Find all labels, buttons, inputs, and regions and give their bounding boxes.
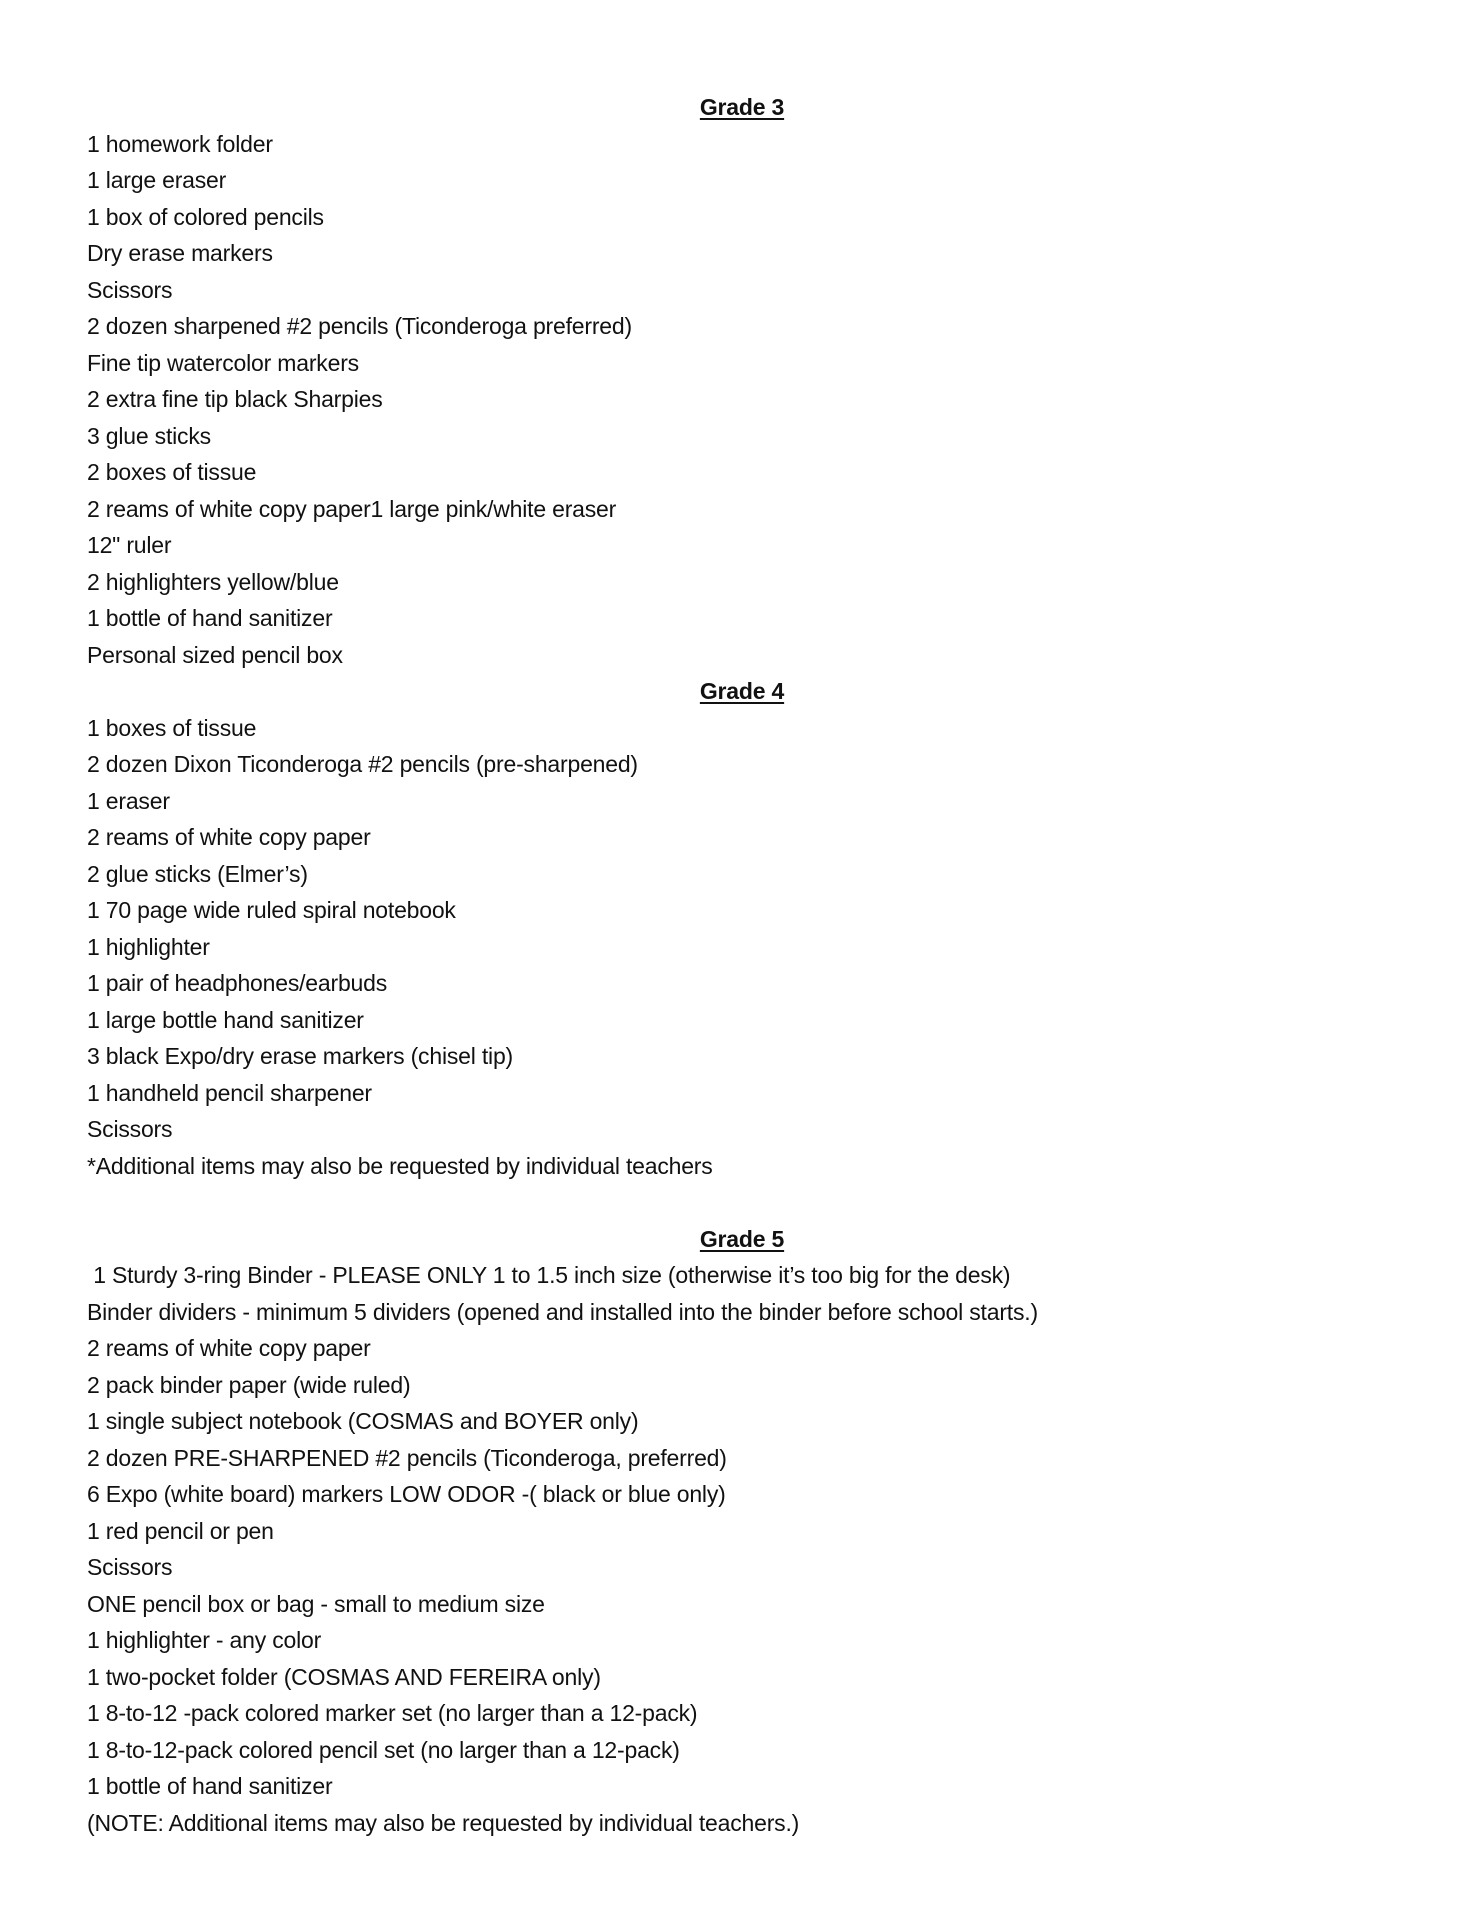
list-item: 2 glue sticks (Elmer’s) — [87, 860, 308, 887]
section-heading: Grade 3 — [699, 94, 785, 120]
section-heading: Grade 5 — [699, 1225, 785, 1252]
list-item: 1 8-to-12-pack colored pencil set (no larger than a 12-pack) — [87, 1736, 680, 1763]
list-item: Dry erase markers — [87, 240, 273, 266]
list-item: Personal sized pencil box — [87, 641, 343, 668]
list-item: 2 pack binder paper (wide ruled) — [87, 1371, 411, 1398]
list-item: 1 eraser — [87, 787, 170, 814]
list-item: 1 8-to-12 -pack colored marker set (no larger than a 12-pack) — [87, 1700, 698, 1726]
list-item: 1 two-pocket folder (COSMAS AND FEREIRA only) — [87, 1663, 601, 1690]
list-item: Binder dividers - minimum 5 dividers (opened and installed into the binder before school starts.) — [87, 1298, 1038, 1325]
section-heading: Grade 4 — [699, 678, 785, 704]
list-item: 1 bottle of hand sanitizer — [87, 1773, 333, 1799]
list-item: 2 reams of white copy paper — [87, 1335, 371, 1361]
list-item: 1 red pencil or pen — [87, 1517, 274, 1544]
list-item: Scissors — [87, 1554, 173, 1580]
list-item: 2 dozen Dixon Ticonderoga #2 pencils (pre-sharpened) — [87, 751, 638, 777]
list-item: 1 homework folder — [87, 130, 273, 157]
list-item: 3 glue sticks — [87, 422, 211, 449]
list-item: 2 dozen sharpened #2 pencils (Ticonderoga preferred) — [87, 313, 632, 339]
blank-line — [87, 1184, 1397, 1221]
list-item: Fine tip watercolor markers — [87, 349, 359, 376]
list-item: 1 single subject notebook (COSMAS and BOYER only) — [87, 1408, 639, 1434]
list-item: 1 bottle of hand sanitizer — [87, 605, 333, 631]
list-item: 2 dozen PRE-SHARPENED #2 pencils (Ticonderoga, preferred) — [87, 1444, 727, 1471]
list-item: ONE pencil box or bag - small to medium size — [87, 1590, 545, 1617]
list-item: 1 boxes of tissue — [87, 714, 257, 741]
list-item: 2 reams of white copy paper — [87, 824, 371, 850]
list-item: 12" ruler — [87, 532, 172, 558]
list-item: 1 highlighter — [87, 933, 210, 960]
list-item: 1 70 page wide ruled spiral notebook — [87, 897, 456, 923]
list-item: Scissors — [87, 276, 173, 303]
list-item: 6 Expo (white board) markers LOW ODOR -( black or blue only) — [87, 1481, 726, 1507]
list-item: 2 boxes of tissue — [87, 459, 257, 485]
list-item: 1 highlighter - any color — [87, 1627, 322, 1653]
supply-list-document — [87, 89, 1397, 1841]
list-item: 2 reams of white copy paper1 large pink/white eraser — [87, 495, 617, 522]
list-item: 2 highlighters yellow/blue — [87, 568, 339, 595]
list-item: 1 pair of headphones/earbuds — [87, 970, 388, 996]
list-item: (NOTE: Additional items may also be requested by individual teachers.) — [87, 1809, 800, 1836]
list-item: 1 handheld pencil sharpener — [87, 1079, 372, 1106]
list-item: 1 large bottle hand sanitizer — [87, 1006, 364, 1033]
list-item: 1 box of colored pencils — [87, 203, 324, 230]
list-item: 1 Sturdy 3-ring Binder - PLEASE ONLY 1 to 1.5 inch size (otherwise it’s too big for the desk) — [87, 1262, 1011, 1288]
list-item: 1 large eraser — [87, 167, 227, 193]
list-item: 3 black Expo/dry erase markers (chisel tip) — [87, 1043, 513, 1069]
list-item: Scissors — [87, 1116, 173, 1142]
list-item: *Additional items may also be requested by individual teachers — [87, 1152, 713, 1179]
list-item: 2 extra fine tip black Sharpies — [87, 386, 383, 412]
